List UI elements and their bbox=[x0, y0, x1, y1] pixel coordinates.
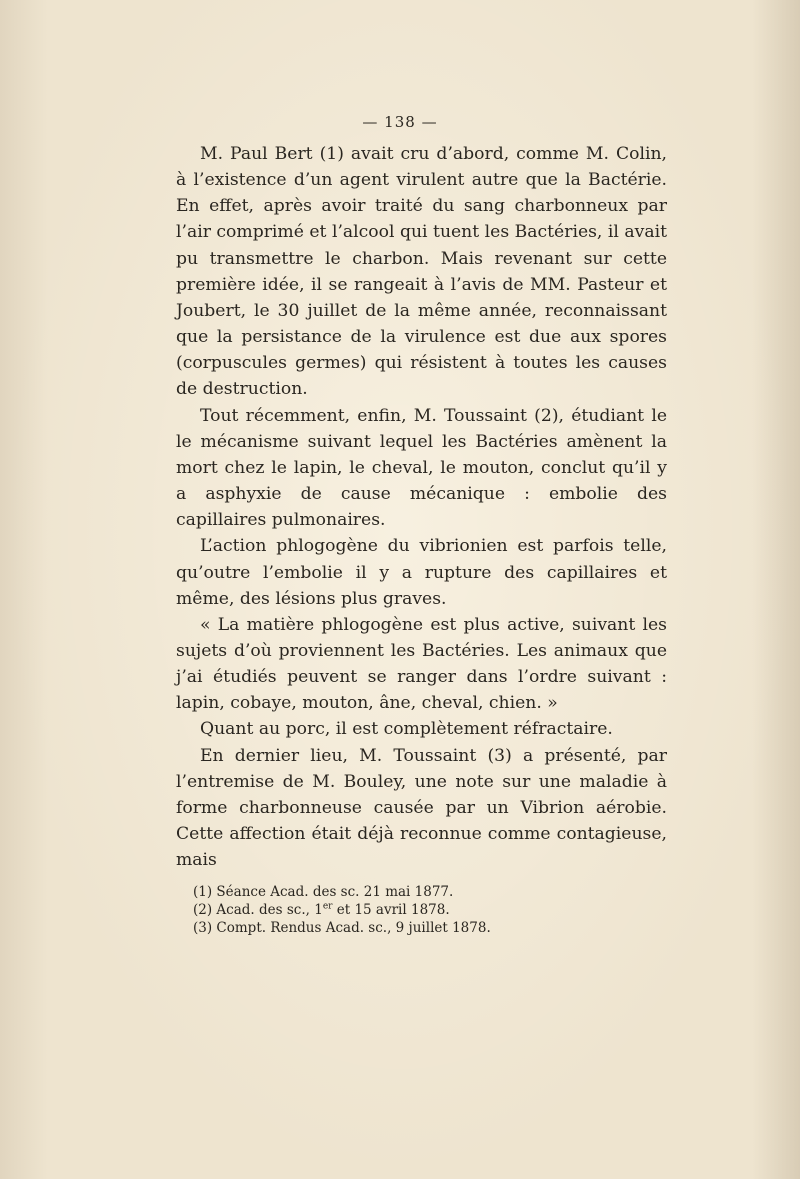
footnote-text: (2) Acad. des sc., 1 bbox=[193, 902, 323, 918]
footnote-text: et 15 avril 1878. bbox=[332, 902, 450, 918]
body-text bbox=[176, 141, 667, 873]
footnote-2 bbox=[193, 901, 613, 919]
footnote-text: (1) Séance Acad. des sc. 21 mai 1877. bbox=[193, 884, 454, 900]
paragraph: En dernier lieu, M. Toussaint (3) a présenté, par l’entremise de M. Bouley, une note sur une maladie à forme charbonneuse causée par un Vibrion aérobie. Cette affection était déjà reconnue comme contagieuse, mais bbox=[176, 745, 667, 871]
paragraph: Tout récemment, enfin, M. Toussaint (2), étudiant le le mécanisme suivant lequel les Bactéries amènent la mort chez le lapin, le cheval, le mouton, conclut qu’il y a asphyxie de cause mécanique : embolie des capillaires pulmonaires. bbox=[176, 405, 667, 531]
paragraph: « La matière phlogogène est plus active, suivant les sujets d’où proviennent les Bactéries. Les animaux que j’ai étudiés peuvent se ranger dans l’ordre suivant : lapin, cobaye, mouton, âne, cheval, chien. » bbox=[176, 614, 667, 714]
footnote-text: (3) Compt. Rendus Acad. sc., 9 juillet 1878. bbox=[193, 920, 491, 936]
paragraph: Quant au porc, il est complètement réfractaire. bbox=[200, 719, 613, 740]
footnote-superscript: er bbox=[322, 901, 333, 912]
page-number: — 138 — bbox=[362, 113, 438, 131]
footnotes bbox=[193, 883, 613, 937]
footnote-1 bbox=[193, 883, 613, 901]
footnote-3 bbox=[193, 919, 613, 937]
paragraph: L’action phlogogène du vibrionien est parfois telle, qu’outre l’embolie il y a rupture des capillaires et même, des lésions plus graves. bbox=[176, 536, 667, 609]
paragraph: M. Paul Bert (1) avait cru d’abord, comme M. Colin, à l’existence d’un agent virulent autre que la Bactérie. En effet, après avoir traité du sang charbonneux par l’air comprimé et l’alcool qui tuent les Bactéries, il avait pu transmettre le charbon. Mais revenant sur cette première idée, il se rangeait à l’avis de MM. Pasteur et Joubert, le 30 juillet de la même année, reconnaissant que la persistance de la virulence est due aux spores (corpuscules germes) qui résistent à toutes les causes de destruction. bbox=[176, 144, 667, 400]
